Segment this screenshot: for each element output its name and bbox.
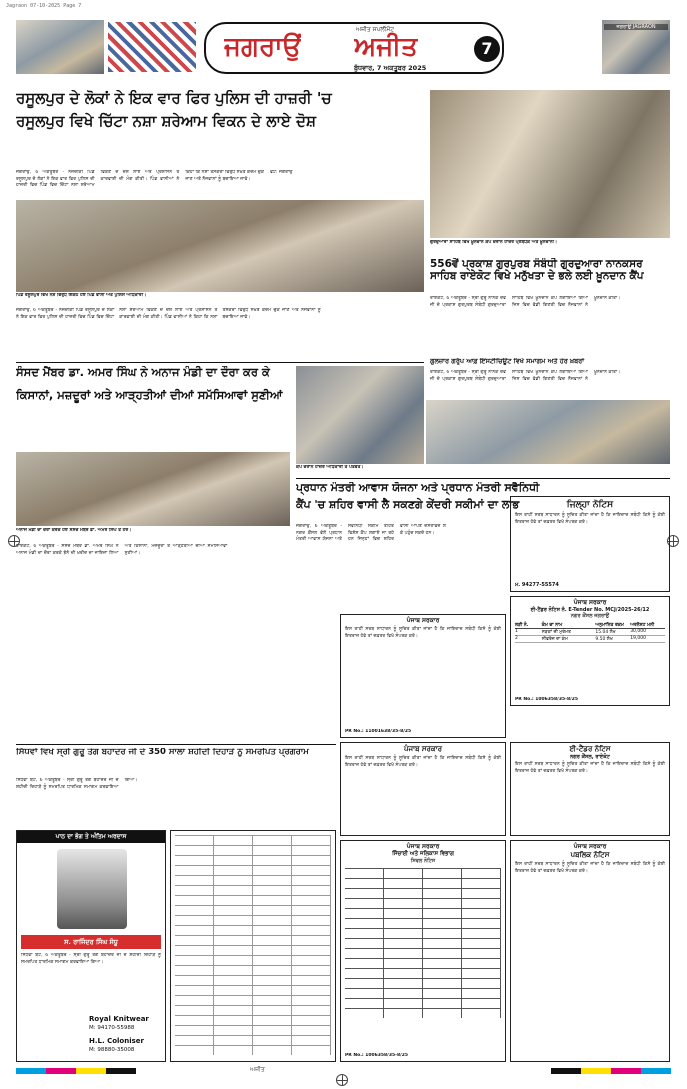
camp-caption: ਕੈਂਪ ਦੌਰਾਨ ਹਾਜ਼ਰ ਅਧਿਕਾਰੀ ਤੇ ਪਤਵੰਤੇ।: [296, 465, 364, 470]
public-notice-body: ਇਸ ਰਾਹੀਂ ਸਰਬ ਸਾਧਾਰਨ ਨੂੰ ਸੂਚਿਤ ਕੀਤਾ ਜਾਂਦਾ ਹੈ ਕਿ ਜਾਇਦਾਦ ਸਬੰਧੀ ਕਿਸੇ ਨੂੰ ਕੋਈ ਇਤਰਾਜ਼ ਹੋਵੇ ਤਾਂ ਦਫ਼ਤਰ ਵਿਖੇ ਸੰਪਰਕ ਕਰੇ।: [515, 513, 665, 525]
public-notice2-body: ਇਸ ਰਾਹੀਂ ਸਰਬ ਸਾਧਾਰਨ ਨੂੰ ਸੂਚਿਤ ਕੀਤਾ ਜਾਂਦਾ ਹੈ ਕਿ ਜਾਇਦਾਦ ਸਬੰਧੀ ਕਿਸੇ ਨੂੰ ਕੋਈ ਇਤਰਾਜ਼ ਹੋਵੇ ਤਾਂ ਦਫ਼ਤਰ ਵਿਖੇ ਸੰਪਰਕ ਕਰੇ।: [515, 862, 665, 874]
table-cell: 9.50 ਲੱਖ: [595, 637, 613, 642]
table-cell: 1: [515, 629, 518, 634]
mandi-photo: [16, 452, 290, 526]
registration-mark-icon: [336, 1074, 348, 1086]
tender-col: ਲੜੀ ਨੰ.: [515, 623, 529, 628]
masthead-right-sign: ਜਗਰਾਉਂ JAGRAON: [604, 24, 668, 30]
masthead-right-photo: [602, 20, 670, 74]
gulzar-photo: [426, 400, 670, 464]
classified-ads: [170, 830, 336, 1062]
obituary-body: ਸਿੱਧਵਾਂ ਬੇਟ, 6 ਅਕਤੂਬਰ - ਸ੍ਰੀ ਗੁਰੂ ਤੇਗ ਬਹਾਦਰ ਜੀ ਦੇ ਸ਼ਹੀਦੀ ਦਿਹਾੜੇ ਨੂੰ ਸਮਰਪਿਤ ਧਾਰਮਿਕ ਸਮਾਗਮ ਕਰਵਾਇਆ ਗਿਆ।: [21, 953, 161, 965]
masthead-city: ਜਗਰਾਉਂ: [224, 32, 302, 62]
advertiser1-phone: M: 94170-55988: [89, 1025, 135, 1031]
page-number: 7: [474, 36, 500, 62]
table-row: [515, 636, 665, 643]
blood-camp-photo: [430, 90, 670, 238]
masthead-pattern: [108, 22, 196, 72]
tender-col: ਕੰਮ ਦਾ ਨਾਮ: [541, 623, 563, 628]
bhajan-headline: ਸਿੱਧਵਾਂ ਵਿਖੇ ਸ੍ਰੀ ਗੁਰੂ ਤੇਗ ਬਹਾਦਰ ਜੀ ਦੇ 350 ਸਾਲਾ ਸ਼ਹੀਦੀ ਦਿਹਾੜੇ ਨੂੰ ਸਮਰਪਿਤ ਪ੍ਰੋਗਰਾਮ: [16, 748, 309, 757]
mp-headline-line1: ਸੰਸਦ ਮੈਂਬਰ ਡਾ. ਅਮਰ ਸਿੰਘ ਨੇ ਅਨਾਜ ਮੰਡੀ ਦਾ ਦੌਰਾ ਕਰ ਕੇ: [16, 366, 270, 379]
tender-table: [515, 622, 665, 643]
public-notice-2: [510, 840, 670, 1062]
advertiser2-name: H.L. Coloniser: [89, 1037, 144, 1045]
etender-notice: [510, 742, 670, 836]
masthead-left-photo: [16, 20, 104, 74]
lead-headline-line1: ਰਸੂਲਪੁਰ ਦੇ ਲੋਕਾਂ ਨੇ ਇਕ ਵਾਰ ਫਿਰ ਪੁਲਿਸ ਦੀ ਹਾਜ਼ਰੀ 'ਚ: [16, 90, 332, 107]
table-cell: 19,000: [630, 636, 646, 641]
public-notice2-title: ਪਬਲਿਕ ਨੋਟਿਸ: [570, 851, 610, 859]
blood-camp-body: ਰਾਏਕੋਟ, 6 ਅਕਤੂਬਰ - ਸ੍ਰੀ ਗੁਰੂ ਨਾਨਕ ਦੇਵ ਜੀ ਦੇ ਪ੍ਰਕਾਸ਼ ਗੁਰਪੁਰਬ ਸੰਬੰਧੀ ਗੁਰਦੁਆਰਾ ਸਾਹਿਬ ਵਿਖੇ ਖ਼ੂਨਦਾਨ ਕੈਂਪ ਲਗਾਇਆ ਗਿਆ ਜਿਸ ਵਿਚ ਵੱਡੀ ਗਿਣਤੀ ਵਿਚ ਨੌਜਵਾਨਾਂ ਨੇ ਖ਼ੂਨਦਾਨ ਕੀਤਾ।: [430, 296, 621, 308]
pr-number: PR No.: 1006358/35-8/25: [345, 1053, 408, 1058]
divider: [16, 744, 336, 745]
public-notice-phone: ਮੋ. 94277-55574: [515, 582, 559, 588]
table-cell: 2: [515, 636, 518, 641]
table-row: [515, 629, 665, 636]
print-slug: Jagraon 07-10-2025 Page 7: [6, 3, 82, 9]
lead-headline: [16, 90, 424, 130]
punjab-notice-2: [340, 742, 506, 836]
color-registration-bar: [16, 1068, 136, 1074]
tender-title: ਈ-ਟੈਂਡਰ ਨੋਟਿਸ ਨੰ. E-Tender No. MCJ/2025-26/12: [530, 607, 650, 613]
advertiser2-phone: M: 98880-35008: [89, 1047, 135, 1053]
lead-headline-line2: ਰਸੂਲਪੁਰ ਵਿਖੇ ਚਿੱਟਾ ਨਸ਼ਾ ਸ਼ਰੇਆਮ ਵਿਕਨ ਦੇ ਲਾਏ ਦੋਸ਼: [16, 112, 316, 130]
etender-body: ਇਸ ਰਾਹੀਂ ਸਰਬ ਸਾਧਾਰਨ ਨੂੰ ਸੂਚਿਤ ਕੀਤਾ ਜਾਂਦਾ ਹੈ ਕਿ ਜਾਇਦਾਦ ਸਬੰਧੀ ਕਿਸੇ ਨੂੰ ਕੋਈ ਇਤਰਾਜ਼ ਹੋਵੇ ਤਾਂ ਦਫ਼ਤਰ ਵਿਖੇ ਸੰਪਰਕ ਕਰੇ।: [515, 762, 665, 774]
tender-col: ਅਨੁਮਾਨਿਤ ਰਕਮ: [595, 623, 624, 628]
lead-photo: [16, 200, 424, 292]
camp-photo: [296, 366, 424, 464]
table-cell: 15.04 ਲੱਖ: [595, 630, 616, 635]
punjab-notice2-header: ਪੰਜਾਬ ਸਰਕਾਰ: [403, 745, 442, 753]
bhajan-body: ਸਿੱਧਵਾਂ ਬੇਟ, 6 ਅਕਤੂਬਰ - ਸ੍ਰੀ ਗੁਰੂ ਤੇਗ ਬਹਾਦਰ ਜੀ ਦੇ ਸ਼ਹੀਦੀ ਦਿਹਾੜੇ ਨੂੰ ਸਮਰਪਿਤ ਧਾਰਮਿਕ ਸਮਾਗਮ ਕਰਵਾਇਆ ਗਿਆ।: [16, 778, 138, 790]
tender-sub: ਨਗਰ ਕੌਂਸਲ ਜਗਰਾਉਂ: [570, 613, 610, 619]
lead-caption: ਪਿੰਡ ਰਸੂਲਪੁਰ ਵਿਖੇ ਨਸ਼ੇ ਵਿਰੁੱਧ ਇਕੱਠੇ ਹੋਏ ਪਿੰਡ ਵਾਸੀ ਅਤੇ ਪੁਲਿਸ ਅਧਿਕਾਰੀ।: [16, 293, 147, 298]
gulzar-subheadline: ਗੁਲਜ਼ਾਰ ਗਰੁੱਪ ਆਫ਼ ਇੰਸਟੀਚਿਊਟ ਵਿਖੇ ਸਮਾਗਮ ਅਤੇ ਹੋਰ ਖ਼ਬਰਾਂ: [430, 358, 585, 365]
table-cell: ਸੀਵਰੇਜ ਦਾ ਕੰਮ: [541, 637, 568, 642]
public-notice: [510, 496, 670, 592]
irrigation-title: ਸਿੰਚਾਈ ਅਤੇ ਜਲਿਕਾਸ ਵਿਭਾਗ: [392, 851, 454, 857]
lead-body-continued: ਜਗਰਾਉਂ, 6 ਅਕਤੂਬਰ - ਨਜ਼ਦੀਕੀ ਪਿੰਡ ਰਸੂਲਪੁਰ ਦੇ ਲੋਕਾਂ ਨੇ ਇਕ ਵਾਰ ਫਿਰ ਪੁਲਿਸ ਦੀ ਹਾਜ਼ਰੀ ਵਿਚ ਪਿੰਡ ਵਿਚ ਚਿੱਟਾ ਨਸ਼ਾ ਸ਼ਰੇਆਮ ਵਿਕਣ ਦੇ ਦੋਸ਼ ਲਾਏ ਅਤੇ ਪ੍ਰਸ਼ਾਸਨ ਤੋਂ ਕਾਰਵਾਈ ਦੀ ਮੰਗ ਕੀਤੀ। ਪਿੰਡ ਵਾਸੀਆਂ ਨੇ ਕਿਹਾ ਕਿ ਨਸ਼ਾ ਤਸਕਰਾਂ ਵਿਰੁੱਧ ਸਖ਼ਤ ਕਦਮ ਚੁੱਕੇ ਜਾਣ ਅਤੇ ਨੌਜਵਾਨਾਂ ਨੂੰ ਬਚਾਇਆ ਜਾਵੇ।: [16, 308, 321, 320]
etender-title: ਈ-ਟੈਂਡਰ ਨੋਟਿਸ: [569, 745, 611, 753]
irrigation-sub: ਸਿਵਲ ਨੋਟਿਸ: [410, 858, 436, 864]
punjab-notice2-body: ਇਸ ਰਾਹੀਂ ਸਰਬ ਸਾਧਾਰਨ ਨੂੰ ਸੂਚਿਤ ਕੀਤਾ ਜਾਂਦਾ ਹੈ ਕਿ ਜਾਇਦਾਦ ਸਬੰਧੀ ਕਿਸੇ ਨੂੰ ਕੋਈ ਇਤਰਾਜ਼ ਹੋਵੇ ਤਾਂ ਦਫ਼ਤਰ ਵਿਖੇ ਸੰਪਰਕ ਕਰੇ।: [345, 756, 501, 768]
irrigation-notice: [340, 840, 506, 1062]
lead-photographer: ਫੋਟੋ: ਜਗਰਾਉਂ: [270, 170, 293, 175]
scheme-body: ਜਗਰਾਉਂ, 6 ਅਕਤੂਬਰ - ਨਗਰ ਕੌਂਸਲ ਵੱਲੋਂ ਪ੍ਰਧਾਨ ਮੰਤਰੀ ਆਵਾਸ ਯੋਜਨਾ ਅਤੇ ਸਵੈਨਿਧੀ ਸਕੀਮ ਤਹਿਤ ਵਿਸ਼ੇਸ਼ ਕੈਂਪ ਲਗਾਏ ਜਾ ਰਹੇ ਹਨ ਜਿਨ੍ਹਾਂ ਵਿਚ ਸ਼ਹਿਰ ਵਾਸੀ ਆਪਣੇ ਦਸਤਾਵੇਜ਼ ਲੈ ਕੇ ਪਹੁੰਚ ਸਕਦੇ ਹਨ।: [296, 524, 446, 543]
punjab-notice-body: ਇਸ ਰਾਹੀਂ ਸਰਬ ਸਾਧਾਰਨ ਨੂੰ ਸੂਚਿਤ ਕੀਤਾ ਜਾਂਦਾ ਹੈ ਕਿ ਜਾਇਦਾਦ ਸਬੰਧੀ ਕਿਸੇ ਨੂੰ ਕੋਈ ਇਤਰਾਜ਼ ਹੋਵੇ ਤਾਂ ਦਫ਼ਤਰ ਵਿਖੇ ਸੰਪਰਕ ਕਰੇ।: [345, 627, 501, 639]
mp-caption: ਅਨਾਜ ਮੰਡੀ ਦਾ ਦੌਰਾ ਕਰਦੇ ਹੋਏ ਸੰਸਦ ਮੈਂਬਰ ਡਾ. ਅਮਰ ਸਿੰਘ ਤੇ ਹੋਰ।: [16, 528, 132, 533]
punjab-notice-1: [340, 614, 506, 738]
gulzar-body: ਰਾਏਕੋਟ, 6 ਅਕਤੂਬਰ - ਸ੍ਰੀ ਗੁਰੂ ਨਾਨਕ ਦੇਵ ਜੀ ਦੇ ਪ੍ਰਕਾਸ਼ ਗੁਰਪੁਰਬ ਸੰਬੰਧੀ ਗੁਰਦੁਆਰਾ ਸਾਹਿਬ ਵਿਖੇ ਖ਼ੂਨਦਾਨ ਕੈਂਪ ਲਗਾਇਆ ਗਿਆ ਜਿਸ ਵਿਚ ਵੱਡੀ ਗਿਣਤੀ ਵਿਚ ਨੌਜਵਾਨਾਂ ਨੇ ਖ਼ੂਨਦਾਨ ਕੀਤਾ।: [430, 370, 621, 382]
mp-headline-line2: ਕਿਸਾਨਾਂ, ਮਜ਼ਦੂਰਾਂ ਅਤੇ ਆੜ੍ਹਤੀਆਂ ਦੀਆਂ ਸਮੱਸਿਆਵਾਂ ਸੁਣੀਆਂ: [16, 388, 283, 403]
color-registration-bar: [551, 1068, 671, 1074]
tender-header: ਪੰਜਾਬ ਸਰਕਾਰ: [573, 599, 607, 606]
obituary-portrait: [57, 849, 127, 929]
tender-col: ਅਰਨੈਸਟ ਮਨੀ: [630, 623, 655, 628]
mp-headline: [16, 366, 290, 422]
public-notice2-header: ਪੰਜਾਬ ਸਰਕਾਰ: [573, 843, 607, 850]
table-cell: ਸੜਕਾਂ ਦੀ ਮੁਰੰਮਤ: [541, 630, 571, 635]
irrigation-table: [345, 868, 501, 1018]
divider: [16, 362, 424, 363]
scheme-headline-line2: ਕੈਂਪ 'ਚ ਸ਼ਹਿਰ ਵਾਸੀ ਲੈ ਸਕਣਗੇ ਕੇਂਦਰੀ ਸਕੀਮਾਂ ਦਾ ਲਾਭ: [296, 497, 520, 511]
mp-body: ਰਾਏਕੋਟ, 6 ਅਕਤੂਬਰ - ਸੰਸਦ ਮੈਂਬਰ ਡਾ. ਅਮਰ ਸਿੰਘ ਨੇ ਅਨਾਜ ਮੰਡੀ ਦਾ ਦੌਰਾ ਕਰਕੇ ਝੋਨੇ ਦੀ ਖ਼ਰੀਦ ਦਾ ਜਾਇਜ਼ਾ ਲਿਆ ਅਤੇ ਕਿਸਾਨਾਂ, ਮਜ਼ਦੂਰਾਂ ਤੇ ਆੜ੍ਹਤੀਆਂ ਦੀਆਂ ਸਮੱਸਿਆਵਾਂ ਸੁਣੀਆਂ।: [16, 544, 228, 556]
advertiser1-name: Royal Knitwear: [89, 1015, 149, 1023]
pr-number: PR No.: 11001638/35-8/25: [345, 729, 412, 734]
blood-camp-headline: 556ਵੇਂ ਪ੍ਰਕਾਸ਼ ਗੁਰਪੁਰਬ ਸੰਬੰਧੀ ਗੁਰਦੁਆਰਾ ਨਾਨਕਸਰ ਸਾਹਿਬ ਰਾਏਕੋਟ ਵਿਖੇ ਮਨੁੱਖਤਾ ਦੇ ਭਲੇ ਲਈ ਖ਼ੂਨਦਾਨ ਕੈਂਪ: [430, 258, 644, 283]
tender-notice: [510, 596, 670, 706]
scheme-headline-line1: ਪ੍ਰਧਾਨ ਮੰਤਰੀ ਆਵਾਸ ਯੋਜਨਾ ਅਤੇ ਪ੍ਰਧਾਨ ਮੰਤਰੀ ਸਵੈਨਿਧੀ: [296, 482, 540, 494]
masthead-date: ਬੁੱਧਵਾਰ, 7 ਅਕਤੂਬਰ 2025: [354, 64, 427, 72]
pr-number: PR No.: 1006358/35-8/25: [515, 697, 578, 702]
blood-camp-caption: ਗੁਰਦੁਆਰਾ ਸਾਹਿਬ ਵਿਖੇ ਖ਼ੂਨਦਾਨ ਕੈਂਪ ਦੌਰਾਨ ਹਾਜ਼ਰ ਪ੍ਰਬੰਧਕ ਅਤੇ ਖ਼ੂਨਦਾਨੀ।: [430, 240, 558, 245]
masthead-tagline: ਅਜੀਤ ਸਪਲੀਮੈਂਟ: [356, 26, 395, 33]
masthead-paper: ਅਜੀਤ: [354, 32, 418, 62]
divider: [296, 478, 670, 479]
classified-grid: [175, 835, 331, 1055]
masthead: [16, 18, 670, 80]
lead-body: ਜਗਰਾਉਂ, 6 ਅਕਤੂਬਰ - ਨਜ਼ਦੀਕੀ ਪਿੰਡ ਰਸੂਲਪੁਰ ਦੇ ਲੋਕਾਂ ਨੇ ਇਕ ਵਾਰ ਫਿਰ ਪੁਲਿਸ ਦੀ ਹਾਜ਼ਰੀ ਵਿਚ ਪਿੰਡ ਵਿਚ ਚਿੱਟਾ ਨਸ਼ਾ ਸ਼ਰੇਆਮ ਵਿਕਣ ਦੇ ਦੋਸ਼ ਲਾਏ ਅਤੇ ਪ੍ਰਸ਼ਾਸਨ ਤੋਂ ਕਾਰਵਾਈ ਦੀ ਮੰਗ ਕੀਤੀ। ਪਿੰਡ ਵਾਸੀਆਂ ਨੇ ਕਿਹਾ ਕਿ ਨਸ਼ਾ ਤਸਕਰਾਂ ਵਿਰੁੱਧ ਸਖ਼ਤ ਕਦਮ ਚੁੱਕੇ ਜਾਣ ਅਤੇ ਨੌਜਵਾਨਾਂ ਨੂੰ ਬਚਾਇਆ ਜਾਵੇ।: [16, 170, 264, 189]
punjab-notice-header: ਪੰਜਾਬ ਸਰਕਾਰ: [406, 617, 440, 624]
irrigation-header: ਪੰਜਾਬ ਸਰਕਾਰ: [406, 843, 440, 850]
masthead-title-box: [204, 22, 504, 74]
footer-slug: ਅਜੀਤ: [250, 1066, 265, 1073]
etender-sub: ਨਗਰ ਕੌਂਸਲ, ਰਾਏਕੋਟ: [570, 754, 610, 760]
obituary-ad: [16, 830, 166, 1062]
obituary-name: ਸ. ਰਾਜਿੰਦਰ ਸਿੰਘ ਸੰਧੂ: [21, 935, 161, 949]
public-notice-title: ਜਿਲ੍ਹਾ ਨੋਟਿਸ: [566, 500, 614, 510]
obituary-header: ਪਾਠ ਦਾ ਭੋਗ ਤੇ ਅੰਤਿਮ ਅਰਦਾਸ: [17, 831, 165, 843]
table-cell: 30,000: [630, 629, 646, 634]
